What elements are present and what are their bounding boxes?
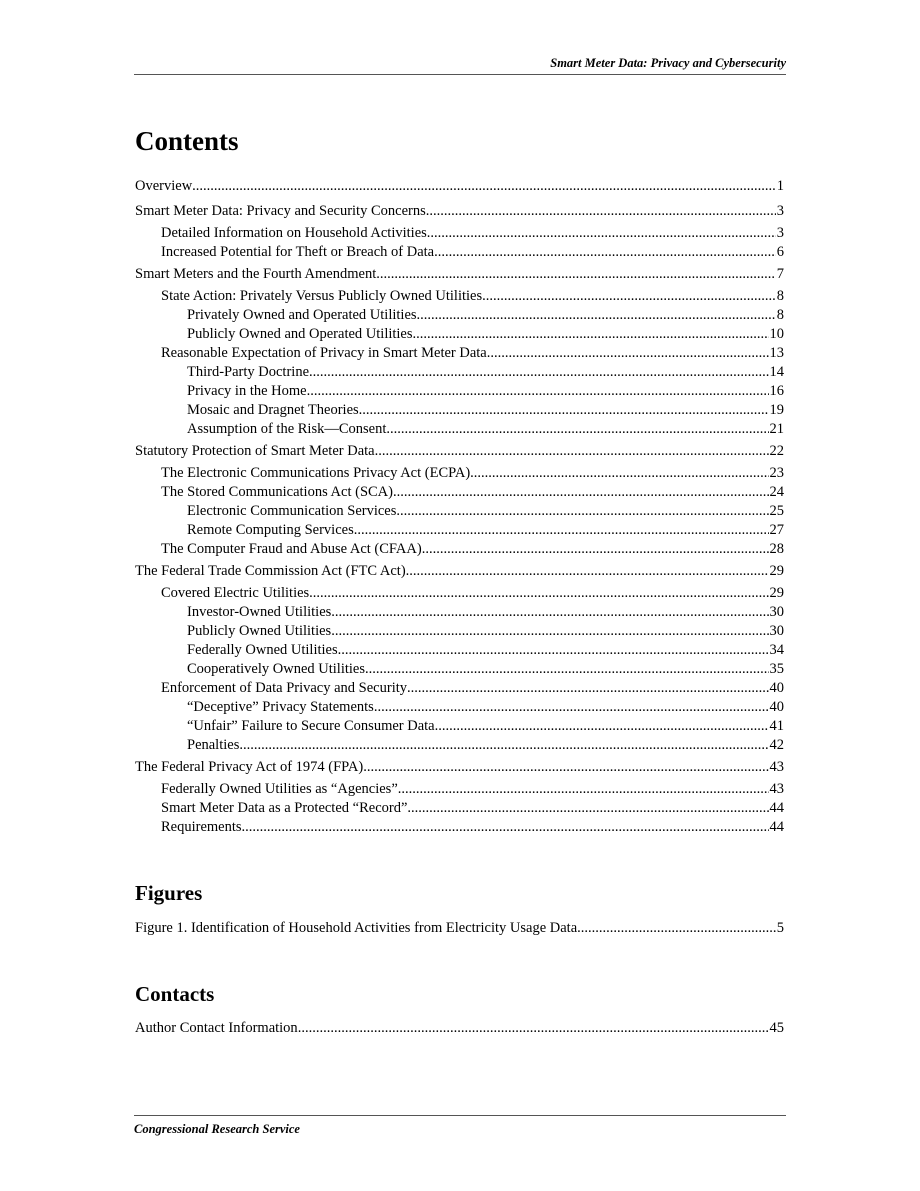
toc-entry-page-number: 41 bbox=[769, 718, 784, 734]
dot-leader bbox=[338, 641, 769, 660]
dot-leader bbox=[331, 603, 768, 622]
dot-leader bbox=[434, 243, 776, 262]
toc-entry-page-number: 43 bbox=[769, 759, 784, 775]
toc-entry[interactable] bbox=[135, 622, 784, 641]
toc-entry-page-number: 8 bbox=[776, 307, 784, 323]
toc-entry[interactable] bbox=[135, 344, 784, 363]
dot-leader bbox=[192, 174, 776, 199]
toc-entry-title: “Deceptive” Privacy Statements bbox=[187, 699, 374, 715]
toc-entry-page-number: 44 bbox=[769, 819, 784, 835]
toc-entry-title: “Unfair” Failure to Secure Consumer Data bbox=[187, 718, 435, 734]
toc-entry-title: Privacy in the Home bbox=[187, 383, 307, 399]
dot-leader bbox=[406, 559, 769, 584]
figures-list bbox=[135, 916, 784, 941]
toc-entry[interactable] bbox=[135, 224, 784, 243]
toc-entry-page-number: 1 bbox=[776, 178, 784, 194]
toc-entry[interactable] bbox=[135, 521, 784, 540]
dot-leader bbox=[407, 799, 768, 818]
toc-entry-title: Smart Meters and the Fourth Amendment bbox=[135, 266, 377, 282]
toc-entry-title: Assumption of the Risk—Consent bbox=[187, 421, 387, 437]
contents-heading: Contents bbox=[135, 126, 239, 156]
dot-leader bbox=[239, 736, 768, 755]
toc-entry-page-number: 14 bbox=[769, 364, 784, 380]
contents-list bbox=[135, 174, 784, 837]
dot-leader bbox=[363, 755, 768, 780]
toc-entry[interactable] bbox=[135, 818, 784, 837]
toc-entry-title: Remote Computing Services bbox=[187, 522, 354, 538]
toc-entry[interactable] bbox=[135, 243, 784, 262]
dot-leader bbox=[426, 199, 776, 224]
toc-entry-title: The Electronic Communications Privacy Act (ECPA) bbox=[161, 465, 471, 481]
toc-entry-title: Increased Potential for Theft or Breach of Data bbox=[161, 244, 435, 260]
dot-leader bbox=[307, 382, 769, 401]
toc-entry-title: Requirements bbox=[161, 819, 242, 835]
dot-leader bbox=[375, 439, 769, 464]
toc-entry[interactable] bbox=[135, 603, 784, 622]
toc-entry-page-number: 19 bbox=[769, 402, 784, 418]
dot-leader bbox=[407, 679, 768, 698]
toc-entry-page-number: 35 bbox=[769, 661, 784, 677]
running-footer bbox=[134, 1115, 786, 1137]
toc-entry-title: Publicly Owned Utilities bbox=[187, 623, 332, 639]
dot-leader bbox=[482, 287, 776, 306]
dot-leader bbox=[413, 325, 769, 344]
toc-entry-page-number: 30 bbox=[769, 604, 784, 620]
dot-leader bbox=[398, 780, 769, 799]
contacts-heading: Contacts bbox=[135, 982, 215, 1006]
toc-entry[interactable] bbox=[135, 174, 784, 199]
toc-entry-page-number: 6 bbox=[776, 244, 784, 260]
toc-entry[interactable] bbox=[135, 799, 784, 818]
toc-entry-title: Cooperatively Owned Utilities bbox=[187, 661, 365, 677]
toc-entry-title: Federally Owned Utilities as “Agencies” bbox=[161, 781, 398, 797]
toc-entry-page-number: 45 bbox=[769, 1020, 784, 1036]
toc-entry[interactable] bbox=[135, 641, 784, 660]
toc-entry[interactable] bbox=[135, 262, 784, 287]
toc-entry-page-number: 29 bbox=[769, 563, 784, 579]
toc-entry[interactable] bbox=[135, 199, 784, 224]
dot-leader bbox=[487, 344, 769, 363]
toc-entry[interactable] bbox=[135, 584, 784, 603]
toc-entry-page-number: 16 bbox=[769, 383, 784, 399]
toc-entry[interactable] bbox=[135, 502, 784, 521]
toc-entry[interactable] bbox=[135, 736, 784, 755]
toc-entry-page-number: 8 bbox=[776, 288, 784, 304]
toc-entry[interactable] bbox=[135, 287, 784, 306]
toc-entry-page-number: 43 bbox=[769, 781, 784, 797]
dot-leader bbox=[298, 1016, 769, 1041]
dot-leader bbox=[365, 660, 769, 679]
toc-entry-page-number: 22 bbox=[769, 443, 784, 459]
toc-entry-page-number: 21 bbox=[769, 421, 784, 437]
toc-entry-page-number: 40 bbox=[769, 680, 784, 696]
running-header-title: Smart Meter Data: Privacy and Cybersecurity bbox=[550, 56, 786, 70]
dot-leader bbox=[309, 363, 768, 382]
toc-entry[interactable] bbox=[135, 363, 784, 382]
toc-entry-page-number: 40 bbox=[769, 699, 784, 715]
toc-entry-page-number: 44 bbox=[769, 800, 784, 816]
toc-entry-page-number: 10 bbox=[769, 326, 784, 342]
dot-leader bbox=[242, 818, 769, 837]
toc-entry-title: Enforcement of Data Privacy and Security bbox=[161, 680, 408, 696]
toc-entry[interactable] bbox=[135, 755, 784, 780]
toc-entry-title: Author Contact Information bbox=[135, 1020, 298, 1036]
toc-entry-title: Third-Party Doctrine bbox=[187, 364, 310, 380]
toc-entry[interactable] bbox=[135, 540, 784, 559]
toc-entry[interactable] bbox=[135, 439, 784, 464]
toc-entry[interactable] bbox=[135, 559, 784, 584]
toc-entry-title: Investor-Owned Utilities bbox=[187, 604, 332, 620]
dot-leader bbox=[435, 717, 769, 736]
dot-leader bbox=[470, 464, 768, 483]
dot-leader bbox=[359, 401, 769, 420]
running-header bbox=[134, 56, 786, 75]
toc-entry-title: Figure 1. Identification of Household Activities from Electricity Usage Data bbox=[135, 920, 578, 936]
toc-entry-title: Electronic Communication Services bbox=[187, 503, 397, 519]
toc-entry-page-number: 3 bbox=[776, 225, 784, 241]
toc-entry-page-number: 27 bbox=[769, 522, 784, 538]
toc-entry[interactable] bbox=[135, 325, 784, 344]
toc-entry-title: Federally Owned Utilities bbox=[187, 642, 338, 658]
toc-entry-title: Reasonable Expectation of Privacy in Smart Meter Data bbox=[161, 345, 487, 361]
toc-entry-title: Detailed Information on Household Activities bbox=[161, 225, 427, 241]
toc-entry[interactable] bbox=[135, 780, 784, 799]
toc-entry-page-number: 34 bbox=[769, 642, 784, 658]
toc-entry-title: Covered Electric Utilities bbox=[161, 585, 310, 601]
dot-leader bbox=[331, 622, 768, 641]
toc-entry[interactable] bbox=[135, 483, 784, 502]
toc-entry-page-number: 3 bbox=[776, 203, 784, 219]
toc-entry-page-number: 5 bbox=[776, 920, 784, 936]
contacts-list bbox=[135, 1016, 784, 1041]
toc-entry-page-number: 7 bbox=[776, 266, 784, 282]
toc-entry-page-number: 42 bbox=[769, 737, 784, 753]
toc-entry[interactable] bbox=[135, 401, 784, 420]
toc-entry-title: The Federal Privacy Act of 1974 (FPA) bbox=[135, 759, 364, 775]
toc-entry[interactable] bbox=[135, 679, 784, 698]
toc-entry-page-number: 29 bbox=[769, 585, 784, 601]
dot-leader bbox=[427, 224, 776, 243]
toc-entry[interactable] bbox=[135, 1016, 784, 1041]
figures-heading: Figures bbox=[135, 881, 203, 905]
dot-leader bbox=[386, 420, 768, 439]
dot-leader bbox=[309, 584, 768, 603]
toc-entry-title: The Computer Fraud and Abuse Act (CFAA) bbox=[161, 541, 422, 557]
toc-entry-page-number: 25 bbox=[769, 503, 784, 519]
dot-leader bbox=[577, 916, 776, 941]
dot-leader bbox=[393, 483, 769, 502]
toc-entry[interactable] bbox=[135, 382, 784, 401]
toc-entry-title: Statutory Protection of Smart Meter Data bbox=[135, 443, 375, 459]
toc-entry-title: The Stored Communications Act (SCA) bbox=[161, 484, 393, 500]
toc-entry-page-number: 13 bbox=[769, 345, 784, 361]
toc-entry[interactable] bbox=[135, 717, 784, 736]
toc-entry-title: Mosaic and Dragnet Theories bbox=[187, 402, 359, 418]
dot-leader bbox=[374, 698, 769, 717]
dot-leader bbox=[354, 521, 769, 540]
toc-entry[interactable] bbox=[135, 660, 784, 679]
toc-entry-title: Privately Owned and Operated Utilities bbox=[187, 307, 417, 323]
toc-entry-page-number: 24 bbox=[769, 484, 784, 500]
toc-entry-title: Overview bbox=[135, 178, 193, 194]
toc-entry-title: Smart Meter Data as a Protected “Record” bbox=[161, 800, 408, 816]
toc-entry[interactable] bbox=[135, 420, 784, 439]
toc-entry-page-number: 23 bbox=[769, 465, 784, 481]
toc-entry-title: Smart Meter Data: Privacy and Security Concerns bbox=[135, 203, 426, 219]
dot-leader bbox=[422, 540, 769, 559]
toc-entry-page-number: 28 bbox=[769, 541, 784, 557]
dot-leader bbox=[376, 262, 776, 287]
toc-entry-title: State Action: Privately Versus Publicly Owned Utilities bbox=[161, 288, 483, 304]
dot-leader bbox=[417, 306, 776, 325]
footer-organization: Congressional Research Service bbox=[134, 1122, 300, 1136]
toc-entry-title: Penalties bbox=[187, 737, 240, 753]
toc-entry[interactable] bbox=[135, 698, 784, 717]
toc-entry-title: Publicly Owned and Operated Utilities bbox=[187, 326, 413, 342]
toc-entry[interactable] bbox=[135, 306, 784, 325]
toc-entry[interactable] bbox=[135, 916, 784, 941]
toc-entry-title: The Federal Trade Commission Act (FTC Act) bbox=[135, 563, 406, 579]
dot-leader bbox=[396, 502, 768, 521]
toc-entry-page-number: 30 bbox=[769, 623, 784, 639]
toc-entry[interactable] bbox=[135, 464, 784, 483]
